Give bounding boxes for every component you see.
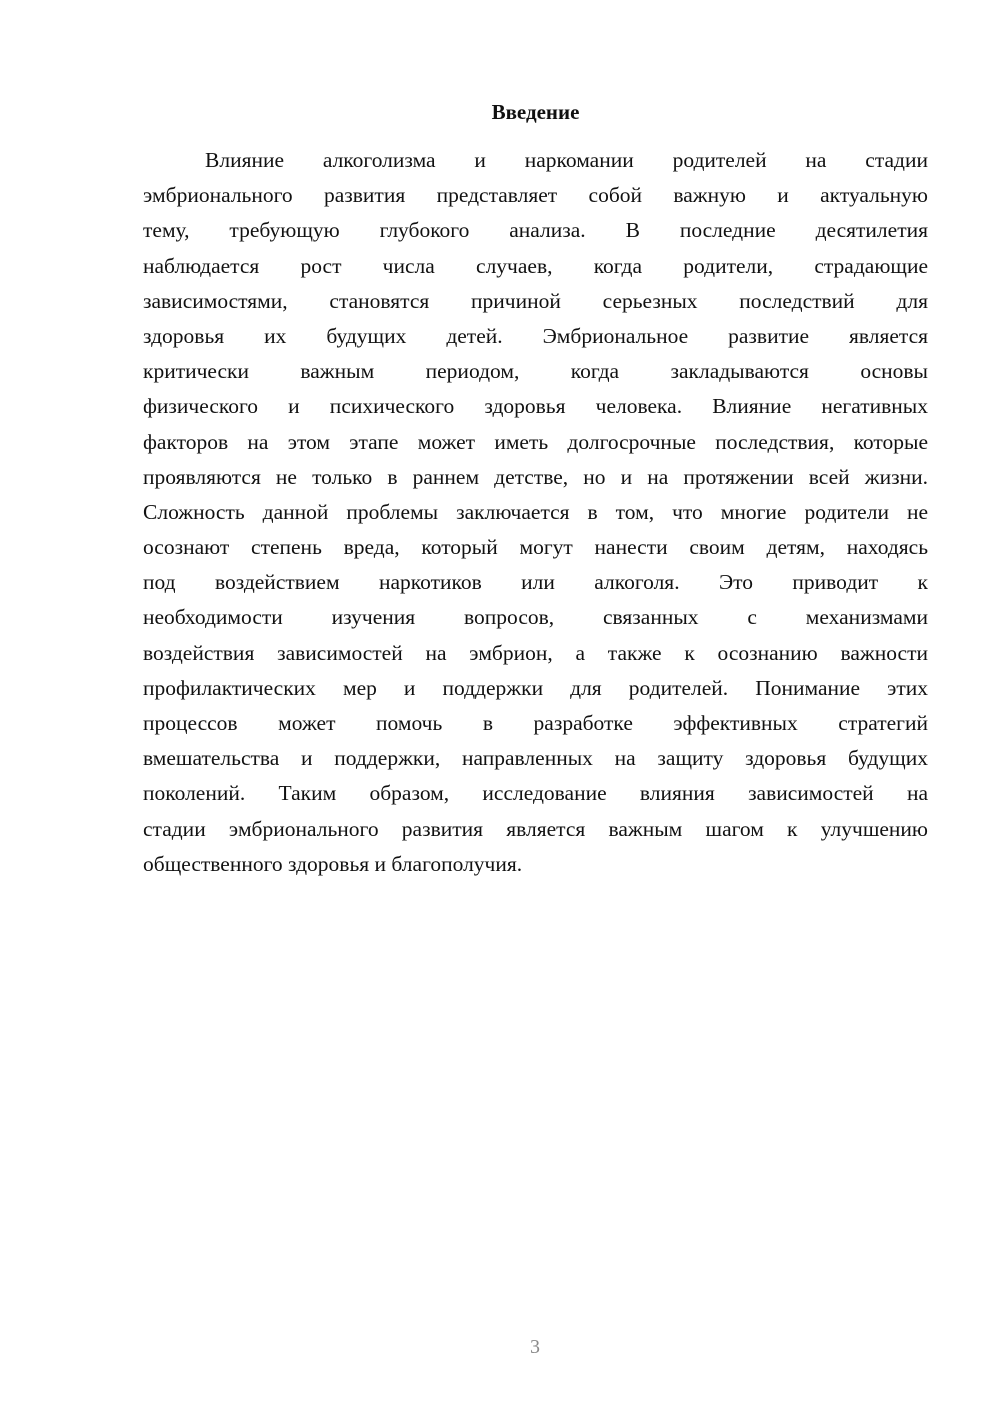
paragraph-line: под воздействием наркотиков или алкоголя. Это приводит к xyxy=(143,570,928,595)
paragraph-line: Влияние алкоголизма и наркомании родителей на стадии xyxy=(205,148,928,172)
paragraph-line: воздействия зависимостей на эмбрион, а также к осознанию важности xyxy=(143,640,928,665)
paragraph-line: поколений. Таким образом, исследование влияния зависимостей на xyxy=(143,781,928,806)
paragraph-line: проявляются не только в раннем детстве, но и на протяжении всей жизни. xyxy=(143,464,928,489)
paragraph-line: тему, требующую глубокого анализа. В последние десятилетия xyxy=(143,218,928,243)
paragraph-line: эмбрионального развития представляет собой важную и актуальную xyxy=(143,183,928,208)
paragraph-line: факторов на этом этапе может иметь долгосрочные последствия, которые xyxy=(143,429,928,454)
paragraph-line: профилактических мер и поддержки для родителей. Понимание этих xyxy=(143,675,928,700)
paragraph-line: Сложность данной проблемы заключается в том, что многие родители не xyxy=(143,499,928,524)
paragraph-line: здоровья их будущих детей. Эмбриональное развитие является xyxy=(143,323,928,348)
page-number: 3 xyxy=(530,1336,540,1358)
paragraph-line: физического и психического здоровья человека. Влияние негативных xyxy=(143,394,928,419)
paragraph-line: общественного здоровья и благополучия. xyxy=(143,851,523,876)
paragraph-line: зависимостями, становятся причиной серьезных последствий для xyxy=(143,288,928,313)
paragraph-line: осознают степень вреда, который могут нанести своим детям, находясь xyxy=(143,535,928,560)
paragraph-line: вмешательства и поддержки, направленных на защиту здоровья будущих xyxy=(143,746,928,771)
paragraph-line: необходимости изучения вопросов, связанных с механизмами xyxy=(143,605,928,630)
paragraph-line: наблюдается рост числа случаев, когда родители, страдающие xyxy=(143,253,928,278)
paragraph-line: критически важным периодом, когда закладываются основы xyxy=(143,359,928,384)
section-heading: Введение xyxy=(491,100,580,124)
paragraph-line: процессов может помочь в разработке эффективных стратегий xyxy=(143,711,928,735)
paragraph-line: стадии эмбрионального развития является важным шагом к улучшению xyxy=(143,816,928,841)
introduction-paragraph xyxy=(143,143,928,882)
